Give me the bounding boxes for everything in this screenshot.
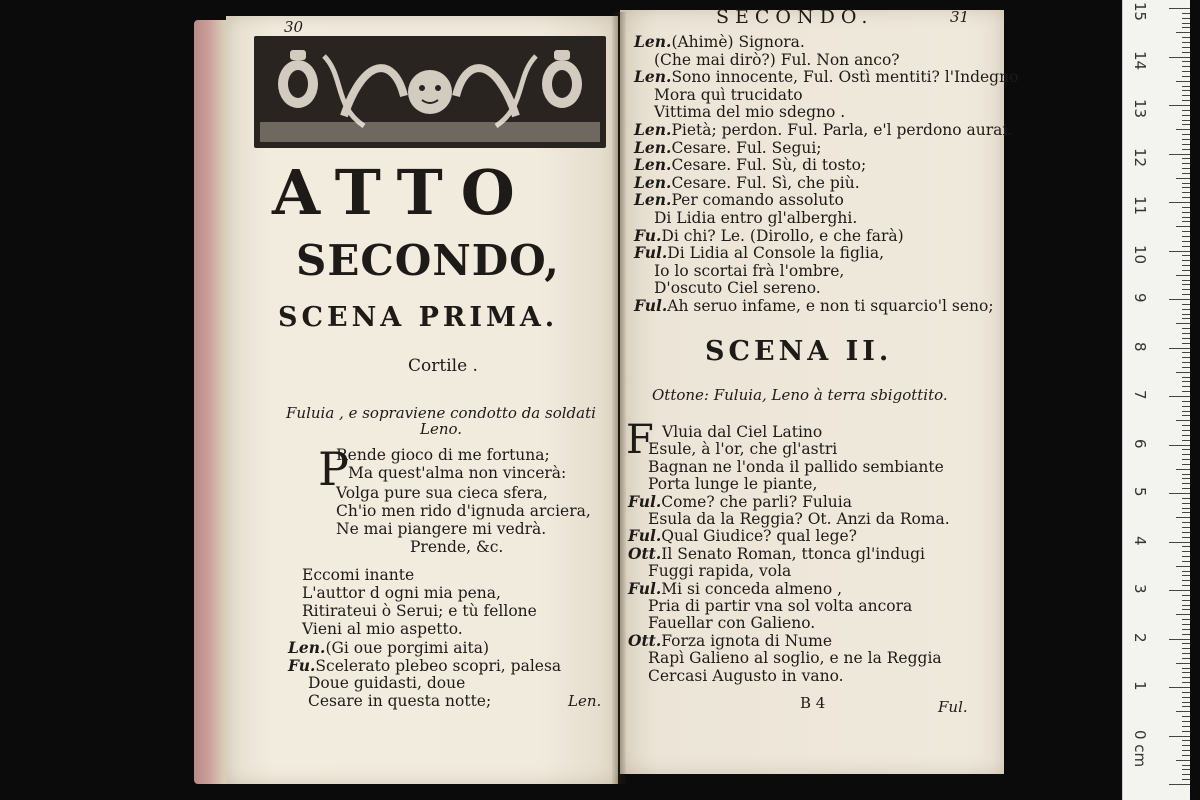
dialogue-line [648,474,817,493]
ruler-number: 3 [1131,584,1149,594]
dialogue-text: Vluia dal Ciel Latino [662,423,823,441]
dialogue-line [628,492,852,511]
ruler-tick [1176,372,1191,373]
ruler-tick [1176,566,1191,567]
dialogue-line [654,102,845,121]
dialogue-line [288,638,489,657]
verse-line: Vieni al mio aspetto. [302,620,463,638]
ruler-tick [1169,542,1191,543]
drop-cap: F [626,417,654,463]
dialogue-line [648,596,912,615]
stage-direction-cont: Leno. [420,420,463,438]
dialogue-line [648,666,844,685]
drop-cap: P [318,442,349,496]
dialogue-text: Scelerato plebeo scopri, palesa [315,657,562,675]
dialogue-line [654,261,844,280]
ruler-number: 1 [1131,681,1149,691]
dialogue-line [648,613,815,632]
dialogue-line [654,278,821,297]
speaker-name: Fu. [634,225,662,245]
ruler-tick [1176,32,1191,33]
dialogue-line [288,656,561,675]
speaker-name: Len. [634,67,672,87]
dialogue-line [634,296,994,315]
dialogue-text: Porta lunge le piante, [648,475,818,494]
dialogue-line [648,457,944,476]
ruler-tick [1176,226,1191,227]
dialogue-line [654,85,803,104]
dialogue-text: Pria di partir vna sol volta ancora [648,597,913,615]
ruler-tick [1169,154,1191,155]
ruler-tick [1169,251,1191,252]
dialogue-text: (Gi oue porgimi aita) [325,639,490,657]
ruler-tick [1169,445,1191,446]
scene-setting: Cortile . [408,356,478,376]
dialogue-text: Fauellar con Galieno. [648,614,816,633]
dialogue-text: Bagnan ne l'onda il pallido sembiante [648,457,944,476]
verse-line: Ritirateui ò Serui; e tù fellone [302,602,537,620]
ruler-tick [1169,736,1191,737]
dialogue-line [628,631,832,650]
ruler-number: 14 [1131,50,1149,70]
ruler-number: 4 [1131,535,1149,546]
verse-line: Rende gioco di me fortuna; [336,446,550,464]
ruler-number: 13 [1131,99,1149,119]
ruler-number: 0 cm [1131,729,1149,767]
speaker-name: Len. [634,190,672,210]
ruler-tick [1176,663,1191,664]
dialogue-line [634,138,822,157]
ruler-tick [1176,614,1191,615]
catchword: Len. [568,692,602,710]
ruler-tick [1169,299,1191,300]
speaker-name: Ful. [628,491,662,511]
left-page-number: 30 [284,18,304,36]
ruler-tick [1169,590,1191,591]
verse-line: Ne mai piangere mi vedrà. [336,520,547,538]
stage-direction: Ottone: Fuluia, Leno à terra sbigottito. [652,386,948,404]
ruler-number: 9 [1131,293,1149,303]
ruler-number: 5 [1131,487,1149,497]
dialogue-text: Esule, à l'or, che gl'astri [648,440,838,459]
dialogue-line [654,208,857,227]
speaker-name: Ful. [628,526,662,546]
dialogue-text: Come? che parli? Fuluia [661,492,852,511]
right-page-number: 31 [950,8,970,26]
speaker-name: Ful. [634,243,668,263]
speaker-name: Ful. [628,578,662,598]
dialogue-line [648,439,837,458]
dialogue-line [634,67,1018,86]
verse-line: Doue guidasti, doue [308,674,466,692]
ruler-tick [1169,396,1191,397]
dialogue-text: Cesare. Ful. Segui; [671,138,822,157]
act-heading: ATTO [272,156,533,229]
speaker-name: Len. [634,137,672,157]
ruler-number: 10 [1131,244,1149,264]
ruler-edge [1190,0,1200,800]
dialogue-line [648,561,791,580]
ruler-number: 11 [1131,196,1149,216]
dialogue-line [634,226,904,245]
dialogue-line [628,579,842,598]
measurement-ruler [1122,0,1191,800]
dialogue-text: D'oscuto Ciel sereno. [654,279,821,298]
ruler-tick [1176,469,1191,470]
speaker-name: Len. [634,32,672,51]
verse-line: Cesare in questa notte; [308,692,492,710]
dialogue-text: Rapì Galieno al soglio, e ne la Reggia [648,649,942,668]
dialogue-line [654,50,900,69]
dialogue-line [628,544,925,563]
signature-mark: B 4 [800,694,826,712]
ruler-tick [1169,639,1191,640]
ruler-number: 12 [1131,147,1149,167]
speaker-name: Len. [288,638,326,657]
dialogue-line [634,120,1012,139]
dialogue-line [648,509,950,528]
ruler-tick [1176,129,1191,130]
dialogue-line [634,243,884,262]
dialogue-text: Di Lidia entro gl'alberghi. [654,209,858,227]
verse-line: Eccomi inante [302,566,415,584]
ruler-tick [1169,493,1191,494]
dialogue-line [634,190,844,209]
dialogue-text: Io lo scortai frà l'ombre, [654,261,845,280]
ruler-number: 8 [1131,341,1149,352]
verse-line: Prende, &c. [410,538,504,556]
dialogue-text: Ah seruo infame, e non ti squarcio'l seno; [667,297,994,315]
ruler-number: 6 [1131,438,1149,449]
verse-line: Ma quest'alma non vincerà: [348,464,567,482]
dialogue-text: Cesare. Ful. Sù, di tosto; [671,156,867,175]
ruler-tick [1176,420,1191,421]
dialogue-text: Fuggi rapida, vola [648,562,792,581]
book-gutter [612,12,626,784]
speaker-name: Ful. [634,296,668,315]
dialogue-text: Pietà; perdon. Ful. Parla, e'l perdono aurai. [671,121,1013,139]
dialogue-text: Forza ignota di Nume [661,631,833,650]
ruler-tick [1169,348,1191,349]
dialogue-line [634,32,805,51]
ruler-tick [1176,81,1191,82]
ruler-tick [1176,711,1191,712]
ruler-tick [1169,687,1191,688]
ruler-tick [1176,323,1191,324]
ruler-tick [1169,8,1191,9]
ruler-tick [1169,105,1191,106]
speaker-name: Fu. [288,656,316,675]
dialogue-line [628,526,857,545]
dialogue-text: (Che mai dirò?) Ful. Non anco? [654,50,900,69]
ruler-tick [1176,275,1191,276]
catchword: Ful. [938,698,968,716]
speaker-name: Len. [634,172,672,192]
dialogue-text: Di chi? Le. (Dirollo, e che farà) [661,226,904,245]
running-head: SECONDO. [716,6,874,28]
dialogue-text: Vittima del mio sdegno . [654,103,846,122]
speaker-name: Ott. [628,543,662,563]
ruler-number: 7 [1131,390,1149,400]
act-number-heading: SECONDO, [296,236,560,285]
ruler-tick [1169,57,1191,58]
ruler-number: 15 [1131,2,1149,22]
verse-line: Volga pure sua cieca sfera, [336,484,548,502]
dialogue-line [634,155,866,174]
ruler-tick [1169,784,1191,785]
dialogue-text: Qual Giudice? qual lege? [661,527,857,546]
dialogue-text: Il Senato Roman, ttonca gl'indugi [661,544,925,563]
dialogue-line [634,173,860,192]
dialogue-line [648,648,942,667]
dialogue-text: Cesare. Ful. Sì, che più. [671,173,860,192]
ruler-tick [1176,760,1191,761]
speaker-name: Len. [634,120,672,139]
dialogue-line [662,422,822,441]
dialogue-text: Di Lidia al Console la figlia, [667,244,885,263]
dialogue-text: Mora quì trucidato [654,85,803,104]
verse-line: L'auttor d ogni mia pena, [302,584,501,602]
woodcut-headpiece [254,36,606,148]
speaker-name: Len. [634,155,672,175]
scene-heading: SCENA II. [705,336,893,367]
scene-heading: SCENA PRIMA. [278,302,559,333]
dialogue-text: Cercasi Augusto in vano. [648,666,844,685]
dialogue-text: Esula da la Reggia? Ot. Anzi da Roma. [648,510,950,528]
dialogue-text: Sono innocente, Ful. Ostì mentiti? l'Indegno [671,68,1019,87]
speaker-name: Ott. [628,630,662,650]
dialogue-text: (Ahimè) Signora. [671,33,805,51]
ruler-tick [1169,202,1191,203]
ruler-tick [1176,517,1191,518]
ruler-tick [1176,178,1191,179]
dialogue-text: Mi si conceda almeno , [661,579,843,598]
stage-direction: Fuluia , e sopraviene condotto da soldati [286,404,596,422]
ruler-number: 2 [1131,632,1149,643]
verse-line: Ch'io men rido d'ignuda arciera, [336,502,591,520]
dialogue-text: Per comando assoluto [671,191,844,210]
